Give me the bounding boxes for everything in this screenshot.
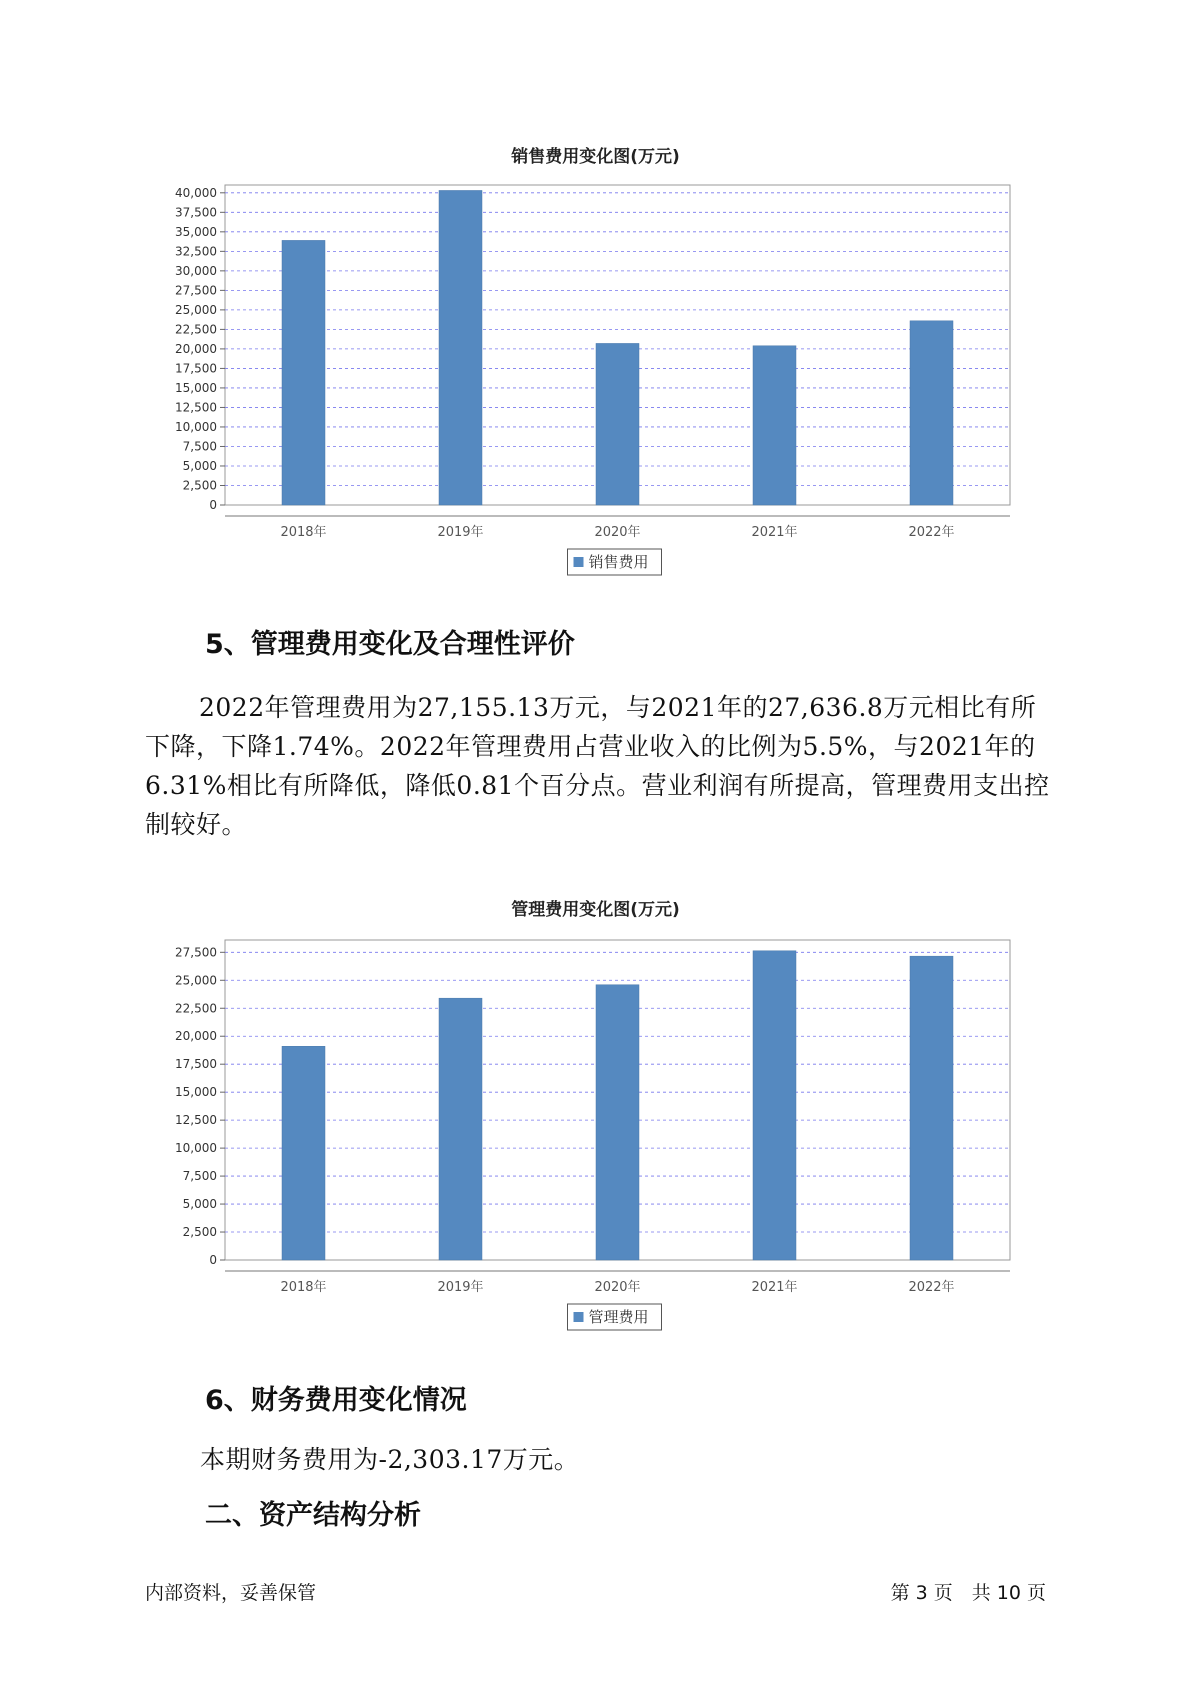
admin-x-tick-label: 2019年 (437, 1280, 484, 1295)
admin-expense-chart (0, 925, 1191, 1345)
admin-y-tick-label: 0 (209, 1253, 217, 1267)
sales-y-tick-label: 15,000 (175, 380, 217, 395)
sales-chart-title: 销售费用变化图(万元) (511, 147, 680, 167)
sales-legend-label: 销售费用 (588, 553, 649, 571)
admin-y-tick-label: 20,000 (175, 1029, 217, 1044)
admin-bar (596, 985, 639, 1260)
admin-y-tick-label: 12,500 (175, 1113, 217, 1128)
admin-y-tick-label: 2,500 (182, 1225, 217, 1240)
sales-y-tick-label: 25,000 (175, 302, 217, 317)
admin-legend-label: 管理费用 (588, 1308, 649, 1326)
sales-x-tick-label: 2019年 (437, 525, 484, 540)
sales-y-tick-label: 17,500 (175, 361, 217, 376)
sales-y-tick-label: 27,500 (175, 283, 217, 298)
sales-bar (910, 321, 953, 505)
admin-x-tick-label: 2022年 (908, 1280, 955, 1295)
admin-y-tick-label: 10,000 (175, 1141, 217, 1156)
sales-x-tick-label: 2021年 (751, 525, 798, 540)
admin-y-tick-label: 22,500 (175, 1001, 217, 1016)
footer-page-number: 第 3 页 共 10 页 (890, 1582, 1046, 1604)
sales-y-tick-label: 10,000 (175, 419, 217, 434)
sales-y-tick-label: 0 (209, 498, 217, 512)
footer-confidential: 内部资料，妥善保管 (145, 1582, 317, 1604)
sales-y-tick-label: 37,500 (175, 205, 217, 220)
sales-x-tick-label: 2018年 (280, 525, 327, 540)
section5-heading: 5、管理费用变化及合理性评价 (205, 629, 575, 660)
admin-bar (910, 956, 953, 1260)
admin-y-tick-label: 5,000 (182, 1197, 217, 1212)
sales-bar (753, 346, 796, 505)
admin-y-tick-label: 7,500 (182, 1169, 217, 1184)
sales-y-tick-label: 35,000 (175, 224, 217, 239)
admin-x-tick-label: 2020年 (594, 1280, 641, 1295)
admin-y-tick-label: 27,500 (175, 945, 217, 960)
sales-y-tick-label: 2,500 (182, 478, 217, 493)
admin-x-tick-label: 2018年 (280, 1280, 327, 1295)
sales-y-tick-label: 7,500 (182, 439, 217, 454)
section6-heading: 6、财务费用变化情况 (205, 1385, 467, 1416)
sales-y-tick-label: 20,000 (175, 341, 217, 356)
sales-y-tick-label: 5,000 (182, 458, 217, 473)
admin-bar (439, 998, 482, 1260)
admin-x-tick-label: 2021年 (751, 1280, 798, 1295)
sales-y-tick-label: 40,000 (175, 185, 217, 200)
sales-bar (282, 240, 325, 505)
sales-y-tick-label: 22,500 (175, 322, 217, 337)
sales-x-tick-label: 2020年 (594, 525, 641, 540)
admin-bar (753, 951, 796, 1260)
sales-expense-chart (0, 170, 1191, 590)
sales-x-tick-label: 2022年 (908, 525, 955, 540)
admin-chart-title: 管理费用变化图(万元) (511, 900, 680, 920)
sales-legend-swatch (574, 557, 584, 567)
sales-y-tick-label: 32,500 (175, 244, 217, 259)
admin-y-tick-label: 15,000 (175, 1085, 217, 1100)
sales-bar (439, 190, 482, 505)
admin-y-tick-label: 25,000 (175, 973, 217, 988)
section5-paragraph: 2022年管理费用为27,155.13万元，与2021年的27,636.8万元相比有所下降，下降1.74%。2022年管理费用占营业收入的比例为5.5%，与2021年的6.31%相比有所降低，降低0.81个百分点。营业利润有所提高，管理费用支出控制较好。 (145, 693, 1050, 839)
section6-paragraph: 本期财务费用为-2,303.17万元。 (200, 1445, 580, 1474)
admin-bar (282, 1046, 325, 1260)
sales-y-tick-label: 12,500 (175, 400, 217, 415)
admin-y-tick-label: 17,500 (175, 1057, 217, 1072)
sales-y-tick-label: 30,000 (175, 263, 217, 278)
section-two-heading: 二、资产结构分析 (205, 1500, 421, 1531)
admin-legend-swatch (574, 1312, 584, 1322)
sales-bar (596, 343, 639, 505)
